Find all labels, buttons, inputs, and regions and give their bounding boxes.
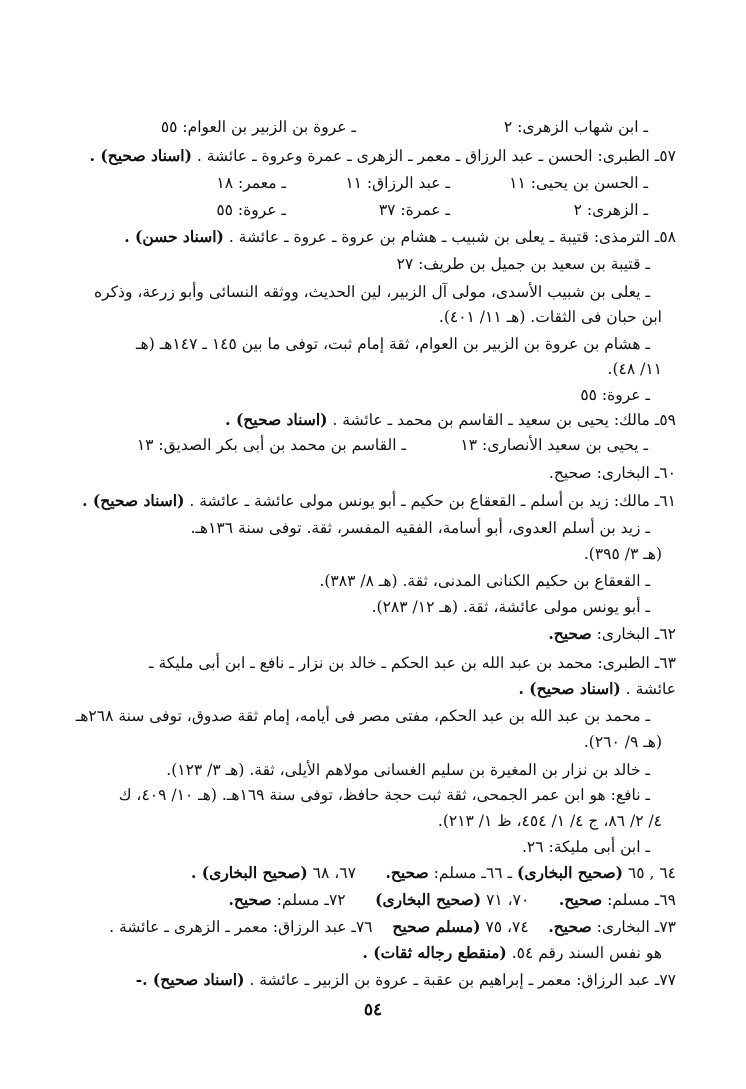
grade-label: صحيح. [558, 890, 603, 909]
text-line: ـ محمد بن عبد الله بن عبد الحكم، مفتى مصر فى أيامه، إمام ثقة صدوق، توفى سنة ٢٦٨هـ [75, 707, 650, 725]
text-line: ـ ابن شهاب الزهرى: ٢ [503, 118, 648, 136]
grade-label: (اسناد حسن) . [124, 227, 224, 246]
grades-73-76: ٧٣ـ البخارى: صحيح. ٧٤، ٧٥ (مسلم صحيح ٧٦ـ عبد الرزاق: معمر ـ الزهرى ـ عائشة . [109, 917, 676, 936]
text-line: (هـ ٩/ ٢٦٠). [583, 733, 662, 751]
grade-label: صحيح. [548, 917, 592, 936]
text-line: ١١/ ٤٨). [607, 360, 662, 378]
grade-label: صحيح. [385, 863, 429, 882]
text-line: ـ قتيبة بن سعيد بن جميل بن طريف: ٢٧ [396, 255, 650, 273]
grade-label: صحيح. [228, 890, 272, 909]
text-line: ـ عبد الرزاق: ١١ [345, 174, 450, 192]
text-line: ـ عمرة: ٣٧ [378, 201, 450, 219]
text-line: ـ هشام بن عروة بن الزبير بن العوام، ثقة إمام ثبت، توفى ما بين ١٤٥ ـ ١٤٧هـ (هـ [136, 335, 650, 353]
grade-label: (اسناد صحيح) . [89, 146, 192, 165]
page-number: ٥٤ [363, 1000, 383, 1020]
text-line: ٦٣ـ الطبرى: محمد بن عبد الله بن عبد الحكم ـ خالد بن نزار ـ نافع ـ ابن أبى مليكة ـ [148, 654, 676, 672]
text-line: ـ الحسن بن يحيى: ١١ [509, 174, 648, 192]
grade-label: (اسناد صحيح) . [518, 679, 621, 698]
isnad-76-note: هو نفس السند رقم ٥٤. (منقطع رجاله ثقات) . [362, 943, 662, 962]
text-line: ـ عروة بن الزبير بن العوام: ٥٥ [160, 118, 356, 136]
grade-label: (منقطع رجاله ثقات) . [362, 943, 507, 962]
text-line: (هـ ٣/ ٣٩٥). [583, 545, 662, 563]
text-line: ـ يحيى بن سعيد الأنصارى: ١٣ [460, 436, 648, 454]
grade-label: (صحيح البخارى) . [190, 863, 308, 882]
grade-label: صحيح. [548, 624, 592, 643]
text-line: ـ يعلى بن شبيب الأسدى، مولى آل الزبير، لين الحديث، ووثقه النسائى وأبو زرعة، وذكره [93, 283, 650, 301]
grade-label: (صحيح البخارى) [517, 863, 623, 882]
isnad-57: ٥٧ـ الطبرى: الحسن ـ عبد الرزاق ـ معمر ـ الزهرى ـ عمرة وعروة ـ عائشة . (اسناد صحيح) . [89, 146, 676, 165]
grade-label: (اسناد صحيح) . [82, 491, 185, 510]
grade-label: (صحيح البخارى) [375, 890, 482, 909]
text-line: ـ خالد بن نزار بن المغيرة بن سليم الغسانى مولاهم الأيلى، ثقة. (هـ ٣/ ١٢٣). [166, 761, 650, 779]
grade-label: (اسناد صحيح) . [225, 410, 328, 429]
isnad-61: ٦١ـ مالك: زيد بن أسلم ـ القعقاع بن حكيم ـ أبو يونس مولى عائشة ـ عائشة . (اسناد صحيح) . [82, 491, 676, 510]
text-line: ـ ابن أبى مليكة: ٢٦. [521, 838, 650, 856]
text-line: ـ معمر: ١٨ [216, 174, 286, 192]
grades-69-72: ٦٩ـ مسلم: صحيح. ٧٠، ٧١ (صحيح البخارى) ٧٢ـ مسلم: صحيح. [228, 890, 676, 909]
isnad-59: ٥٩ـ مالك: يحيى بن سعيد ـ القاسم بن محمد ـ عائشة . (اسناد صحيح) . [225, 410, 676, 429]
isnad-63-cont: عائشة . (اسناد صحيح) . [518, 679, 676, 698]
isnad-58: ٥٨ـ الترمذى: قتيبة ـ يعلى بن شبيب ـ هشام بن عروة ـ عروة ـ عائشة . (اسناد حسن) . [124, 227, 676, 246]
grades-64-68: ٦٤ , ٦٥ (صحيح البخارى) ـ ٦٦ـ مسلم: صحيح. ٦٧، ٦٨ (صحيح البخارى) . [190, 863, 676, 882]
text-line: ـ عروة: ٥٥ [580, 386, 650, 404]
isnad-77: ٧٧ـ عبد الرزاق: معمر ـ إبراهيم بن عقبة ـ عروة بن الزبير ـ عائشة . (اسناد صحيح) .- [135, 970, 676, 989]
text-line: ابن حبان فى الثقات. (هـ ١١/ ٤٠١). [438, 308, 662, 326]
grade-label: (اسناد صحيح) .- [135, 970, 245, 989]
text-line: ـ نافع: هو ابن عمر الجمحى، ثقة ثبت حجة حافظ، توفى سنة ١٦٩هـ. (هـ ١٠/ ٤٠٩، ك [118, 786, 650, 804]
text-line: ـ زيد بن أسلم العدوى، أبو أسامة، الفقيه المفسر، ثقة. توفى سنة ١٣٦هـ. [190, 519, 650, 537]
text-line: ـ الزهرى: ٢ [573, 201, 648, 219]
isnad-62: ٦٢ـ البخارى: صحيح. [548, 624, 676, 643]
text-line: ـ عروة: ٥٥ [216, 201, 286, 219]
text-line: ٦٠ـ البخارى: صحيح. [548, 464, 676, 482]
text-line: ـ القعقاع بن حكيم الكنانى المدنى، ثقة. (هـ ٨/ ٣٨٣). [319, 572, 650, 590]
text-line: ٤/ ٢/ ٨٦، ج ٤/ ١/ ٤٥٤، ظ ١/ ٢١٣). [437, 812, 662, 830]
text-line: ـ القاسم بن محمد بن أبى بكر الصديق: ١٣ [136, 436, 406, 454]
text-line: ـ أبو يونس مولى عائشة، ثقة. (هـ ١٢/ ٢٨٣). [371, 598, 650, 616]
grade-label: (مسلم صحيح [392, 917, 481, 936]
